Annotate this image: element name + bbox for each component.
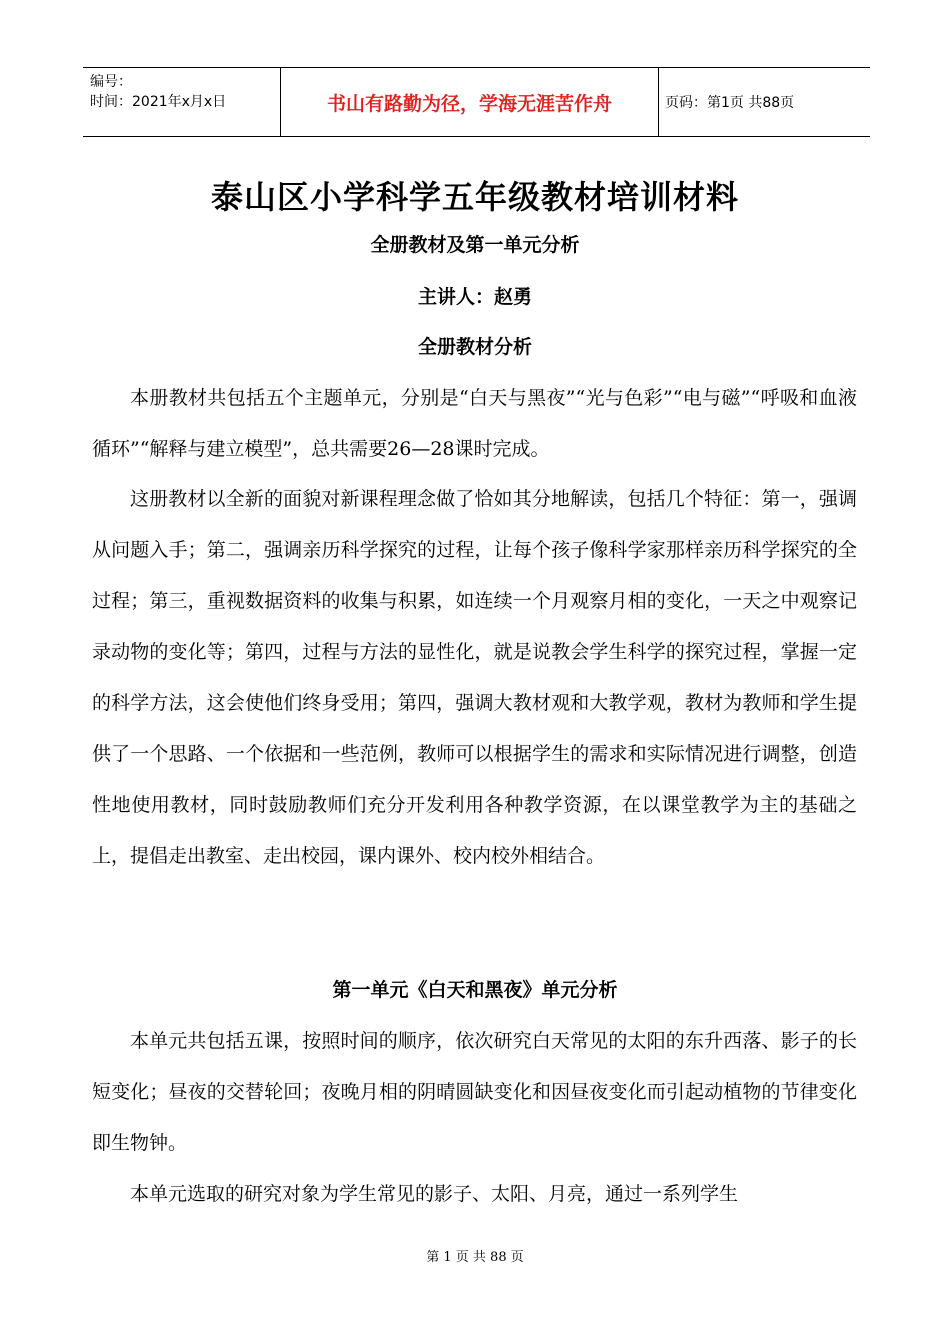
section-heading-unit1: 第一单元《白天和黑夜》单元分析 — [332, 979, 618, 1001]
paragraph-1: 本册教材共包括五个主题单元，分别是“白天与黑夜”“光与色彩”“电与磁”“呼吸和血液循环”“解释与建立模型”，总共需要26—28课时完成。 — [92, 387, 857, 460]
paragraph-3: 本单元共包括五课，按照时间的顺序，依次研究白天常见的太阳的东升西落、影子的长短变化；昼夜的交替轮回；夜晚月相的阴晴圆缺变化和因昼夜变化而引起动植物的节律变化即生物钟。 — [92, 1030, 857, 1154]
header-motto: 书山有路勤为径，学海无涯苦作舟 — [281, 68, 659, 136]
document-subtitle: 全册教材及第一单元分析 — [370, 234, 580, 256]
document-title: 泰山区小学科学五年级教材培训材料 — [210, 178, 739, 216]
time-label: 时间：2021年x月x日 — [90, 94, 227, 110]
number-label: 编号： — [90, 74, 132, 90]
paragraph-4: 本单元选取的研究对象为学生常见的影子、太阳、月亮，通过一系列学生 — [130, 1183, 739, 1205]
header-page-info: 页码：第1页 共88页 — [665, 95, 795, 111]
paragraph-2: 这册教材以全新的面貌对新课程理念做了恰如其分地解读，包括几个特征：第一，强调从问题入手；第二，强调亲历科学探究的过程，让每个孩子像科学家那样亲历科学探究的全过程；第三，重视数据资料的收集与积累，如连续一个月观察月相的变化，一天之中观察记录动物的变化等；第四，过程与方法的显性化，就是说教会学生科学的探究过程，掌握一定的科学方法，这会使他们终身受用；第四，强调大教材观和大教学观，教材为教师和学生提供了一个思路、一个依据和一些范例，教师可以根据学生的需求和实际情况进行调整，创造性地使用教材，同时鼓励教师们充分开发利用各种教学资源，在以课堂教学为主的基础之上，提倡走出教室、走出校园，课内课外、校内校外相结合。 — [92, 488, 857, 867]
page-footer: 第 1 页 共 88 页 — [426, 1250, 524, 1265]
header-meta-cell — [83, 68, 281, 136]
header-table — [83, 67, 870, 137]
speaker-line: 主讲人：赵勇 — [417, 286, 532, 308]
section-heading-overall: 全册教材分析 — [417, 336, 532, 358]
